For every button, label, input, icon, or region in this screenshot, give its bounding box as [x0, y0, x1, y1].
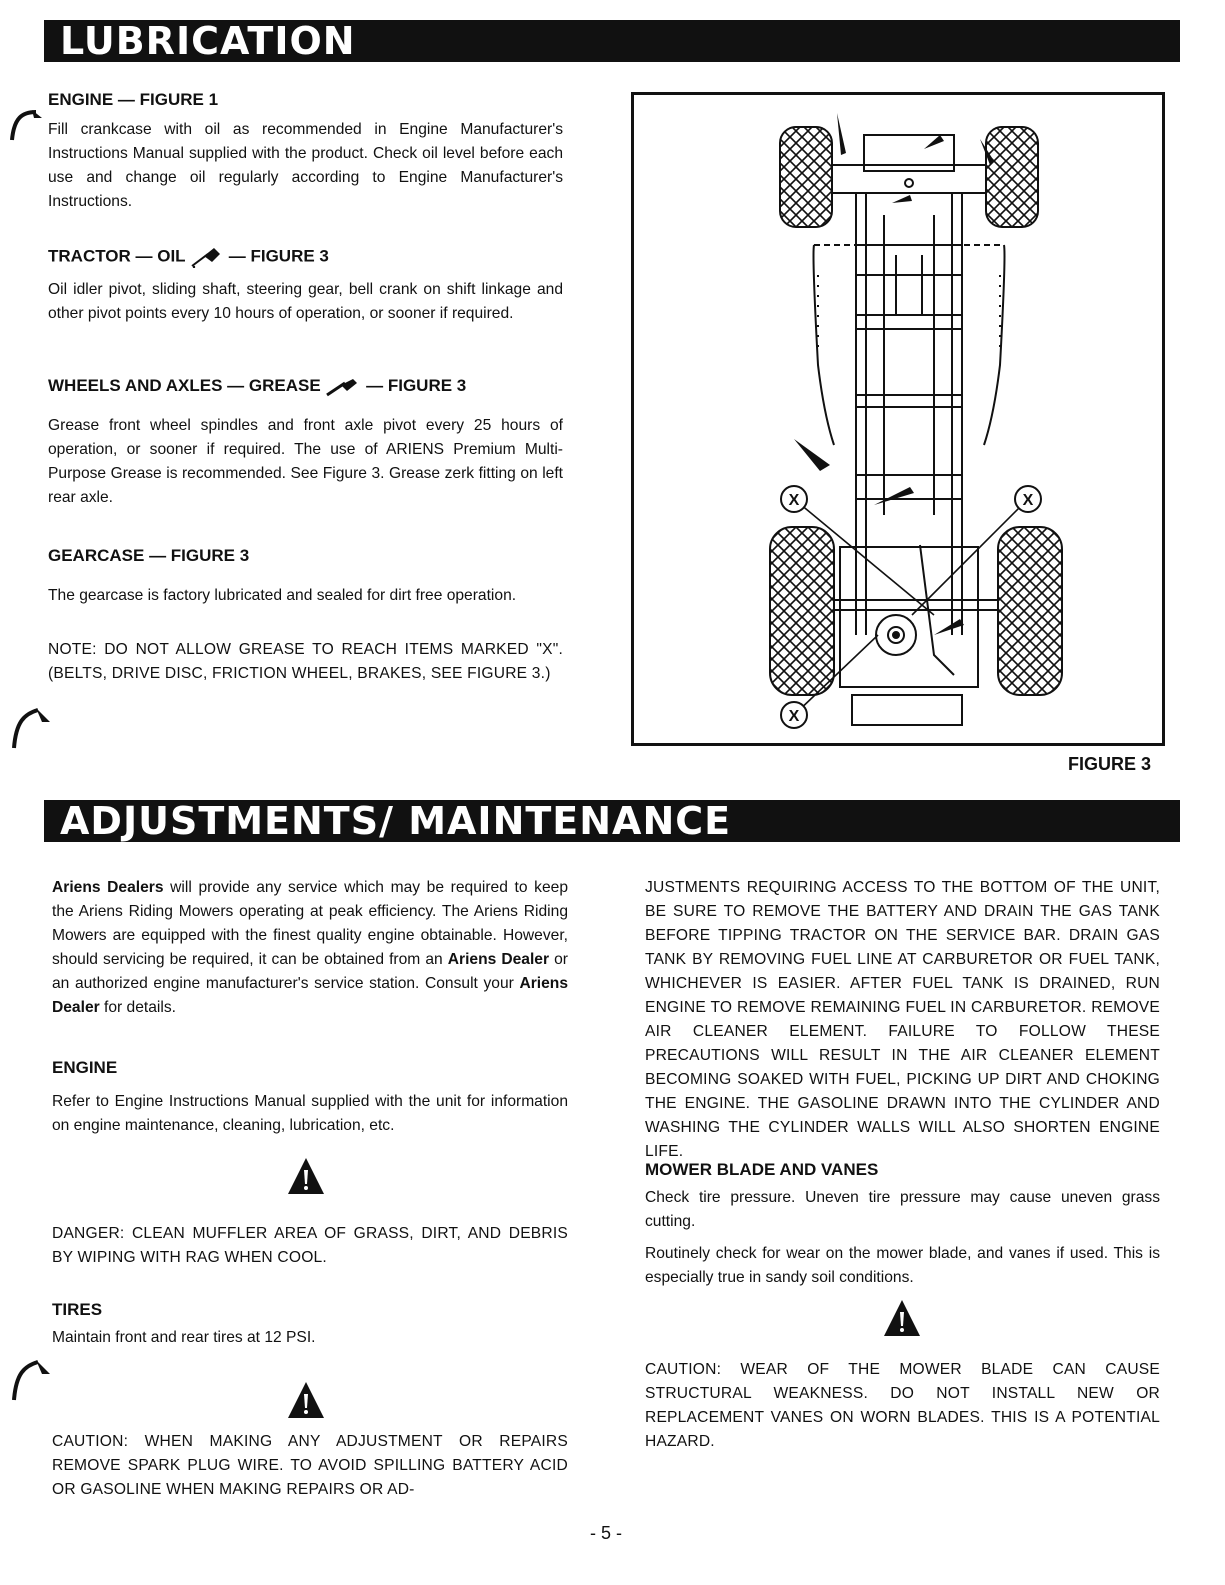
- page-number: - 5 -: [590, 1523, 623, 1543]
- binder-mark-icon: [8, 708, 58, 758]
- rear-right-tire: [998, 527, 1062, 695]
- tires-text: Maintain front and rear tires at 12 PSI.: [52, 1329, 316, 1346]
- svg-text:X: X: [788, 492, 800, 509]
- grease-gun-icon: [325, 377, 361, 397]
- binder-mark-icon: [8, 1360, 58, 1410]
- lube-point-pointer: [837, 113, 846, 155]
- tractor-oil-heading-label: TRACTOR — OIL: [48, 246, 186, 266]
- lubrication-banner: LUBRICATION: [44, 20, 1180, 62]
- ariens-dealer-term: Ariens Dealer: [447, 951, 550, 968]
- lube-point-pointer: [874, 487, 914, 505]
- lube-point-pointer: [924, 135, 944, 149]
- caution-blade-wear-text: CAUTION: WEAR OF THE MOWER BLADE CAN CAUSE STRUCTURAL WEAKNESS. DO NOT INSTALL NEW OR REPLACEMENT VANES ON WORN BLADES. THIS IS A POTENTIAL HAZARD.: [645, 1361, 1160, 1450]
- svg-text:X: X: [788, 708, 800, 725]
- lube-point-pointer: [794, 439, 830, 471]
- tractor-chassis-illustration: [634, 95, 1162, 743]
- tractor-oil-heading: [48, 246, 329, 268]
- caution-continued-text: JUSTMENTS REQUIRING ACCESS TO THE BOTTOM OF THE UNIT, BE SURE TO REMOVE THE BATTERY AND DRAIN THE GAS TANK BEFORE TIPPING TRACTOR ON THE SERVICE BAR. DRAIN GAS TANK BY REMOVING FUEL LINE AT CARBURETOR OR FUEL TANK, WHICHEVER IS EASIER. AFTER FUEL TANK IS DRAINED, RUN ENGINE TO REMOVE REMAINING FUEL IN CARBURETOR. REMOVE AIR CLEANER ELEMENT. FAILURE TO FOLLOW THESE PRECAUTIONS WILL RESULT IN THE AIR CLEANER ELEMENT BECOMING SOAKED WITH FUEL, PICKING UP DIRT AND CHOKING THE ENGINE. THE GASOLINE DRAWN INTO THE CYLINDER AND WASHING THE CYLINDER WALLS WILL ALSO SHORTEN ENGINE LIFE.: [645, 879, 1160, 1160]
- wheels-axles-text: Grease front wheel spindles and front axle pivot every 25 hours of operation, or sooner if required. The use of ARIENS Premium Multi-Purpose Grease is recommended. See Figure 3. Grease zerk fitting on left rear axle.: [48, 417, 563, 506]
- warning-triangle-icon: [882, 1298, 922, 1338]
- tractor-oil-text: Oil idler pivot, sliding shaft, steering gear, bell crank on shift linkage and other pivot points every 10 hours of operation, or sooner if required.: [48, 281, 563, 322]
- mower-blade-wear-text: Routinely check for wear on the mower blade, and vanes if used. This is especially true in sandy soil conditions.: [645, 1245, 1160, 1286]
- warning-triangle-icon: [286, 1156, 326, 1196]
- intro-text-part: or an authorized engine manufacturer's service station. Consult your: [52, 951, 569, 992]
- mower-blade-heading: MOWER BLADE AND VANES: [645, 1160, 879, 1179]
- lube-point-pointer: [934, 619, 964, 635]
- oil-can-icon: [190, 246, 224, 268]
- x-marker-bottom: [781, 702, 807, 728]
- x-marker-right: [1015, 486, 1041, 512]
- figure-3-caption: FIGURE 3: [1068, 754, 1152, 774]
- warning-triangle-icon: [286, 1380, 326, 1420]
- engine-maintenance-heading: ENGINE: [52, 1058, 118, 1077]
- gearcase-text: The gearcase is factory lubricated and sealed for dirt free operation.: [48, 587, 517, 604]
- svg-text:X: X: [1022, 492, 1034, 509]
- mower-tire-pressure-text: Check tire pressure. Uneven tire pressure may cause uneven grass cutting.: [645, 1189, 1160, 1230]
- engine-maintenance-text: Refer to Engine Instructions Manual supplied with the unit for information on engine maintenance, cleaning, lubrication, etc.: [52, 1093, 568, 1134]
- x-marker-left: [781, 486, 807, 512]
- engine-lube-text: Fill crankcase with oil as recommended in Engine Manufacturer's Instructions Manual supplied with the product. Check oil level before each use and change oil regularly according to Engine Manufacturer's Instructions.: [48, 121, 563, 210]
- gearcase-heading: GEARCASE — FIGURE 3: [48, 546, 250, 565]
- lube-point-pointer: [892, 195, 912, 203]
- adjustments-maintenance-banner: ADJUSTMENTS/ MAINTENANCE: [44, 800, 1180, 842]
- tires-heading: TIRES: [52, 1300, 103, 1319]
- engine-figure1-heading: ENGINE — FIGURE 1: [48, 90, 219, 109]
- binder-mark-icon: [8, 110, 48, 150]
- front-right-tire: [986, 127, 1038, 227]
- grease-warning-note: NOTE: DO NOT ALLOW GREASE TO REACH ITEMS MARKED "X". (BELTS, DRIVE DISC, FRICTION WHEEL, BRAKES, SEE FIGURE 3.): [48, 641, 563, 682]
- front-left-tire: [780, 127, 832, 227]
- ariens-dealer-term: Ariens Dealer: [52, 975, 568, 1016]
- ariens-dealers-term: Ariens Dealers: [52, 879, 164, 896]
- intro-text-part: will provide any service which may be required to keep the Ariens Riding Mowers operating at peak efficiency. The Ariens Riding Mowers are equipped with the finest quality engine obtainable. However, should servicing be required, it can be obtained from an: [52, 879, 568, 968]
- wheels-axles-heading-figure: — FIGURE 3: [366, 376, 467, 395]
- caution-spark-plug-text: CAUTION: WHEN MAKING ANY ADJUSTMENT OR REPAIRS REMOVE SPARK PLUG WIRE. TO AVOID SPILLING BATTERY ACID OR GASOLINE WHEN MAKING REPAIRS OR AD-: [52, 1433, 568, 1498]
- intro-text-part: for details.: [99, 999, 176, 1016]
- wheels-axles-heading: [48, 376, 466, 397]
- rear-left-tire: [770, 527, 834, 695]
- wheels-axles-heading-label: WHEELS AND AXLES — GREASE: [48, 376, 321, 395]
- tractor-oil-heading-figure: — FIGURE 3: [228, 246, 329, 266]
- figure-3-chassis-diagram: [631, 92, 1165, 746]
- ariens-dealers-intro: [52, 876, 568, 1020]
- danger-muffler-text: DANGER: CLEAN MUFFLER AREA OF GRASS, DIRT, AND DEBRIS BY WIPING WITH RAG WHEN COOL.: [52, 1225, 568, 1266]
